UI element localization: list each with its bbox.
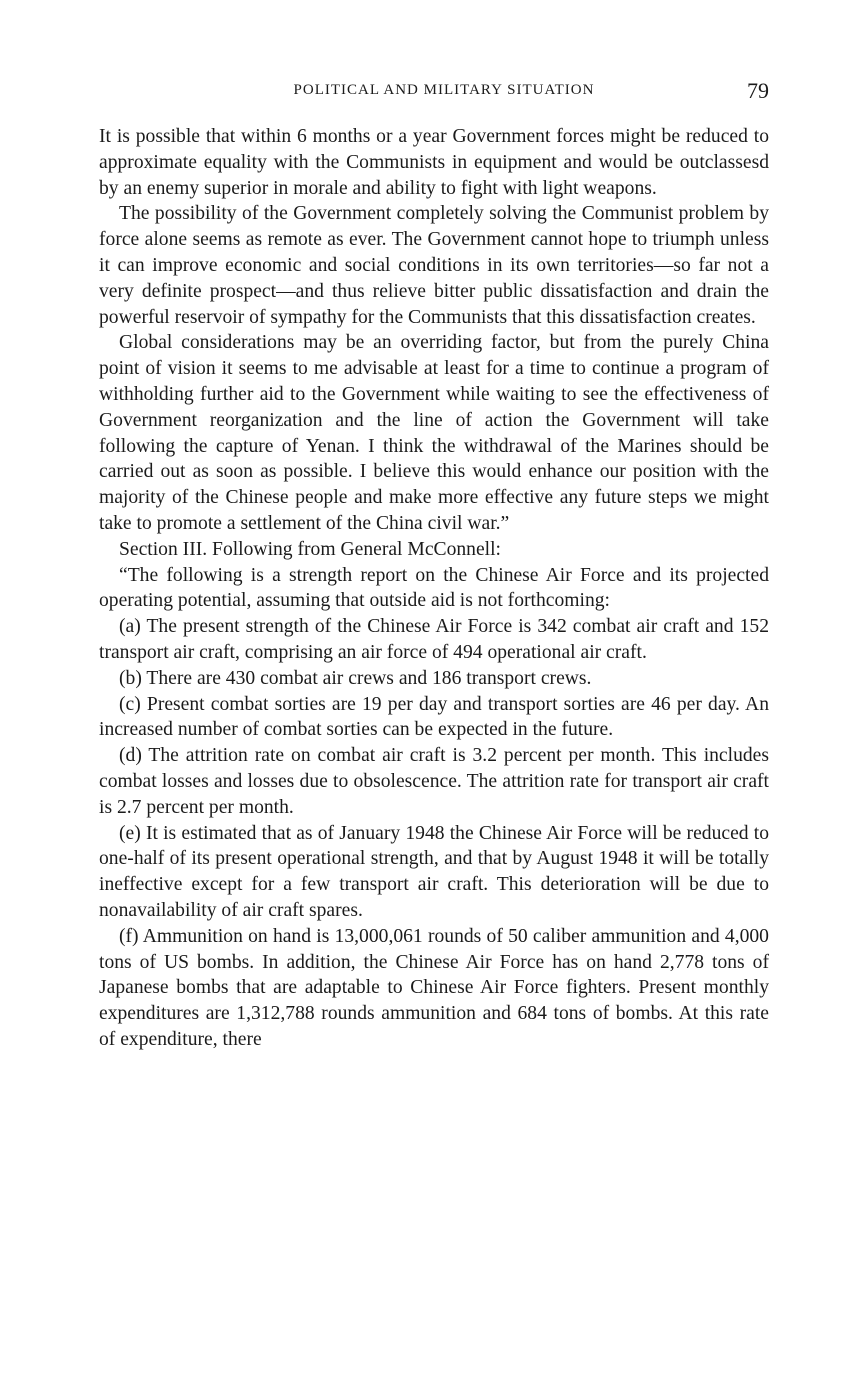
- item-text: The attrition rate on combat air craft is 3.2 percent per month. This includes combat losses and losses due to obsolescence. The attrition rate for transport air craft is 2.7 percent per month.: [99, 745, 769, 818]
- item-label: (c): [119, 693, 141, 715]
- list-item: [99, 924, 769, 1053]
- list-item: [99, 614, 769, 666]
- item-label: (b): [119, 667, 142, 689]
- list-item: [99, 666, 769, 692]
- paragraph: It is possible that within 6 months or a year Government forces might be reduced to approximate equality with the Communists in equipment and would be outclassesd by an enemy superior in morale and ability to fight with light weapons.: [99, 126, 769, 199]
- paragraph: “The following is a strength report on the Chinese Air Force and its projected operating potential, assuming that outside aid is not forthcoming:: [99, 564, 769, 612]
- list-item: [99, 821, 769, 924]
- running-title: POLITICAL AND MILITARY SITUATION: [293, 82, 595, 98]
- paragraph: Global considerations may be an overriding factor, but from the purely China point of vision it seems to me advisable at least for a time to continue a program of withholding further aid to the Government while waiting to see the effectiveness of Government reorganization and the line of action the Government will take following the capture of Yenan. I think the withdrawal of the Marines should be carried out as soon as possible. I believe this would enhance our position with the majority of the Chinese people and make more effective any future steps we might take to promote a settlement of the China civil war.”: [99, 332, 769, 534]
- item-label: (e): [119, 822, 141, 844]
- item-text: The present strength of the Chinese Air Force is 342 combat air craft and 152 transport air craft, comprising an air force of 494 operational air craft.: [99, 616, 769, 663]
- item-label: (f): [119, 925, 139, 947]
- page-number: 79: [747, 78, 769, 103]
- item-text: Present combat sorties are 19 per day and transport sorties are 46 per day. An increased number of combat sorties can be expected in the future.: [99, 693, 769, 741]
- paragraph: The possibility of the Government completely solving the Communist problem by force alone seems as remote as ever. The Government cannot hope to triumph unless it can improve economic and social conditions in its own territories—so far not a very definite prospect—and thus relieve bitter public dissatisfaction and drain the powerful reservoir of sympathy for the Communists that this dissatisfaction creates.: [99, 203, 769, 328]
- item-label: (d): [119, 745, 142, 767]
- page-header: [99, 78, 769, 112]
- item-text: There are 430 combat air crews and 186 transport crews.: [146, 667, 592, 689]
- section-heading-paragraph: Section III. Following from General McConnell:: [119, 538, 502, 560]
- list-item: [99, 743, 769, 820]
- item-label: (a): [119, 616, 141, 638]
- list-item: [99, 692, 769, 744]
- document-page: [99, 78, 769, 1053]
- item-text: Ammunition on hand is 13,000,061 rounds of 50 caliber ammunition and 4,000 tons of US bombs. In addition, the Chinese Air Force has on hand 2,778 tons of Japanese bombs that are adaptable to Chinese Air Force fighters. Present monthly expenditures are 1,312,788 rounds ammunition and 684 tons of bombs. At this rate of expenditure, there: [99, 925, 769, 1050]
- item-text: It is estimated that as of January 1948 the Chinese Air Force will be reduced to one-half of its present operational strength, and that by August 1948 it will be totally ineffective except for a few transport air craft. This deterioration will be due to nonavailability of air craft spares.: [99, 822, 769, 921]
- body-text: [99, 124, 769, 1053]
